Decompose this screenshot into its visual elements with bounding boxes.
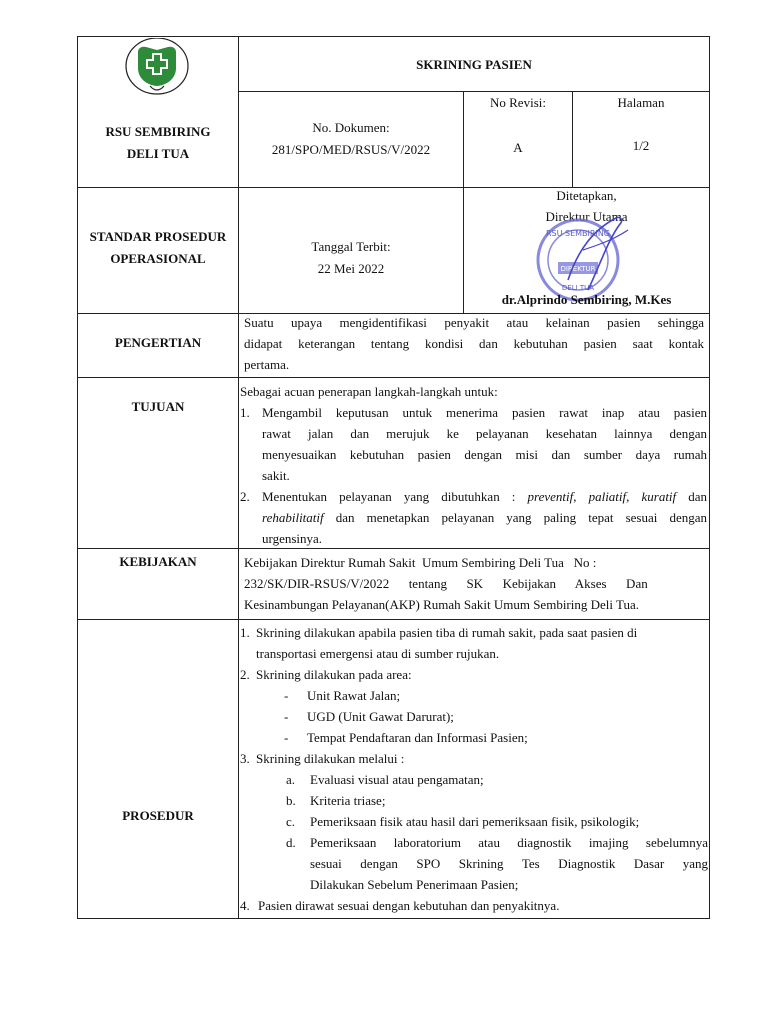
list-number: 2. (240, 667, 250, 682)
hospital-name-line2: DELI TUA (126, 146, 190, 161)
tujuan-intro: Sebagai acuan penerapan langkah-langkah untuk: (240, 384, 498, 399)
rule-col-divider (238, 36, 239, 919)
tujuan-item-1-line: Mengambil keputusan untuk menerima pasien rawat inap atau pasien (262, 405, 707, 420)
tujuan-item-2 (240, 486, 707, 549)
hospital-name-line1: RSU SEMBIRING (105, 124, 211, 139)
pengertian-line: Suatu upaya mengidentifikasi penyakit atau kelainan pasien sehingga (244, 315, 704, 330)
table-border-bottom (77, 918, 710, 919)
tujuan-item-1-line: rawat jalan dan merujuk ke pelayanan kesehatan lainnya dengan (262, 426, 707, 441)
area-text: UGD (Unit Gawat Darurat); (307, 709, 454, 724)
page-label: Halaman (617, 95, 665, 110)
document-title: SKRINING PASIEN (416, 57, 532, 72)
table-border-left (77, 36, 78, 919)
dash-bullet: - (284, 688, 289, 703)
tujuan-item-2-line: Menentukan pelayanan yang dibutuhkan : preventif, paliatif, kuratif dan (262, 489, 708, 504)
prosedur-item-4-text: Pasien dirawat sesuai dengan kebutuhan dan penyakitnya. (258, 898, 560, 913)
rule-pengertian-bottom (77, 377, 710, 378)
letter-marker: c. (286, 814, 296, 829)
kebijakan-text (244, 552, 708, 615)
kebijakan-label: KEBIJAKAN (119, 554, 197, 569)
method-text: Pemeriksaan fisik atau hasil dari pemeriksaan fisik, psikologik; (310, 814, 640, 829)
svg-text:DELI TUA: DELI TUA (561, 284, 595, 292)
prosedur-item-4 (240, 895, 708, 916)
pengertian-label: PENGERTIAN (114, 335, 202, 350)
kebijakan-line: 232/SK/DIR-RSUS/V/2022 tentang SK Kebijakan Akses Dan (244, 576, 648, 591)
list-number: 3. (240, 751, 250, 766)
tujuan-text (240, 381, 707, 549)
method-item (240, 790, 708, 811)
dash-bullet: - (284, 730, 289, 745)
list-number: 2. (240, 489, 250, 504)
area-item (240, 706, 708, 727)
pengertian-text (244, 312, 704, 375)
area-item (240, 727, 708, 748)
dash-bullet: - (284, 709, 289, 724)
prosedur-item-1-line: transportasi emergensi atau di sumber rujukan. (256, 646, 500, 661)
method-text: Kriteria triase; (310, 793, 386, 808)
prosedur-item-3 (240, 748, 708, 769)
prosedur-item-3-text: Skrining dilakukan melalui : (256, 751, 405, 766)
issue-date-label: Tanggal Terbit: (311, 239, 391, 254)
pengertian-line: pertama. (244, 357, 290, 372)
pengertian-line: didapat keterangan tentang kondisi dan kebutuhan pasien saat kontak (244, 336, 704, 351)
method-text: Evaluasi visual atau pengamatan; (310, 772, 484, 787)
method-text: Dilakukan Sebelum Penerimaan Pasien; (310, 877, 519, 892)
sop-label-line1: STANDAR PROSEDUR (89, 229, 227, 244)
director-name: dr.Alprindo Sembiring, M.Kes (501, 292, 672, 307)
prosedur-item-1 (240, 622, 708, 664)
tujuan-item-1-line: menyesuaikan kebutuhan pasien dengan misi dan sumber daya rumah (262, 447, 707, 462)
method-text: sesuai dengan SPO Skrining Tes Diagnostik Dasar yang (310, 856, 708, 871)
prosedur-label: PROSEDUR (122, 808, 194, 823)
table-border-right (709, 36, 710, 919)
svg-text:DIREKTUR: DIREKTUR (560, 265, 596, 273)
doc-number-label: No. Dokumen: (312, 120, 390, 135)
area-text: Tempat Pendaftaran dan Informasi Pasien; (307, 730, 528, 745)
sop-label-line2: OPERASIONAL (110, 251, 206, 266)
list-number: 1. (240, 625, 250, 640)
approval-label: Ditetapkan, (556, 188, 617, 203)
prosedur-item-1-line: Skrining dilakukan apabila pasien tiba di rumah sakit, pada saat pasien di (256, 625, 638, 640)
tujuan-item-1-line: sakit. (262, 468, 290, 483)
prosedur-text (240, 622, 708, 916)
issue-date-value: 22 Mei 2022 (317, 261, 385, 276)
list-number: 4. (240, 898, 250, 913)
svg-text:RSU SEMBIRING: RSU SEMBIRING (545, 229, 611, 238)
method-item (240, 811, 708, 832)
tujuan-item-2-line: rehabilitatif dan menetapkan pelayanan yang paling tepat sesuai dengan (262, 510, 707, 525)
page-value: 1/2 (632, 138, 650, 153)
table-border-top (77, 36, 710, 37)
tujuan-label: TUJUAN (131, 399, 185, 414)
letter-marker: d. (286, 835, 296, 850)
rule-title-bottom (238, 91, 710, 92)
tujuan-item-2-line: urgensinya. (262, 531, 323, 546)
hospital-logo (124, 38, 190, 98)
kebijakan-line: Kesinambungan Pelayanan(AKP) Rumah Sakit Umum Sembiring Deli Tua. (244, 597, 640, 612)
revision-label: No Revisi: (490, 95, 546, 110)
letter-marker: a. (286, 772, 296, 787)
method-item (240, 832, 708, 895)
approval-role: Direktur Utama (545, 209, 628, 224)
revision-value: A (513, 140, 523, 155)
method-item (240, 769, 708, 790)
tujuan-item-1 (240, 402, 707, 486)
doc-number-value: 281/SPO/MED/RSUS/V/2022 (271, 142, 431, 157)
prosedur-item-2 (240, 664, 708, 685)
prosedur-item-2-text: Skrining dilakukan pada area: (256, 667, 412, 682)
area-item (240, 685, 708, 706)
area-text: Unit Rawat Jalan; (307, 688, 401, 703)
method-text: Pemeriksaan laboratorium atau diagnostik imajing sebelumnya (310, 835, 708, 850)
rule-kebijakan-bottom (77, 619, 710, 620)
letter-marker: b. (286, 793, 296, 808)
list-number: 1. (240, 405, 250, 420)
kebijakan-line: Kebijakan Direktur Rumah Sakit Umum Sembiring Deli Tua No : (244, 555, 597, 570)
